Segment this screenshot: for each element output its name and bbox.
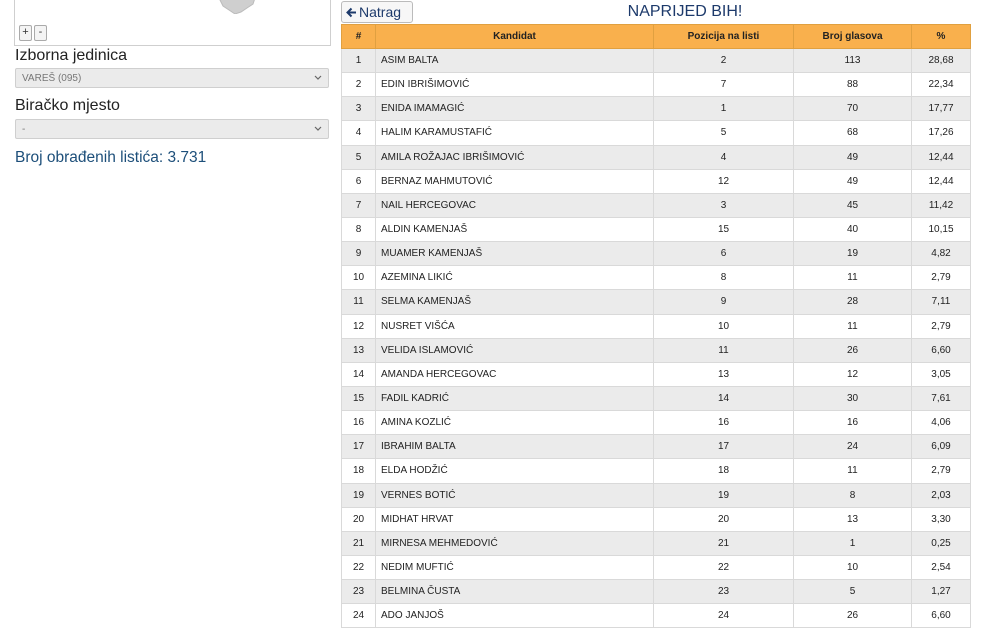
table-row [342,193,971,217]
cell-candidate-name: BELMINA ČUSTA [376,580,654,604]
back-button-label: Natrag [359,4,402,20]
table-row [342,604,971,628]
cell-candidate-name: VERNES BOTIĆ [376,483,654,507]
cell-candidate-name: ADO JANJOŠ [376,604,654,628]
cell-percent: 2,79 [912,314,971,338]
table-row [342,314,971,338]
cell-list-position: 9 [654,290,794,314]
cell-index: 13 [342,338,376,362]
cell-candidate-name: ENIDA IMAMAGIĆ [376,97,654,121]
cell-list-position: 15 [654,217,794,241]
cell-index: 24 [342,604,376,628]
cell-candidate-name: VELIDA ISLAMOVIĆ [376,338,654,362]
cell-votes: 24 [794,435,912,459]
cell-percent: 17,77 [912,97,971,121]
cell-list-position: 19 [654,483,794,507]
table-row [342,531,971,555]
table-row [342,73,971,97]
cell-percent: 12,44 [912,169,971,193]
station-label: Biračko mjesto [15,97,120,114]
header-candidate[interactable]: Kandidat [376,25,654,49]
cell-votes: 30 [794,386,912,410]
cell-list-position: 11 [654,338,794,362]
cell-index: 12 [342,314,376,338]
cell-percent: 3,30 [912,507,971,531]
cell-index: 22 [342,555,376,579]
cell-votes: 11 [794,314,912,338]
cell-list-position: 10 [654,314,794,338]
cell-list-position: 3 [654,193,794,217]
cell-percent: 3,05 [912,362,971,386]
cell-candidate-name: AMILA ROŽAJAC IBRIŠIMOVIĆ [376,145,654,169]
table-row [342,49,971,73]
region-map-shape[interactable] [215,0,259,14]
cell-votes: 88 [794,73,912,97]
cell-percent: 28,68 [912,49,971,73]
chevron-down-icon [313,72,323,84]
cell-percent: 22,34 [912,73,971,97]
cell-percent: 2,79 [912,266,971,290]
cell-votes: 40 [794,217,912,241]
cell-index: 4 [342,121,376,145]
cell-index: 14 [342,362,376,386]
cell-index: 16 [342,411,376,435]
cell-index: 15 [342,386,376,410]
cell-index: 5 [342,145,376,169]
table-row [342,266,971,290]
cell-percent: 4,06 [912,411,971,435]
unit-label: Izborna jedinica [15,47,128,64]
zoom-out-button[interactable]: - [34,25,47,41]
cell-candidate-name: IBRAHIM BALTA [376,435,654,459]
cell-list-position: 6 [654,242,794,266]
party-title: NAPRIJED BIH! [627,3,743,20]
table-row [342,97,971,121]
cell-votes: 1 [794,531,912,555]
cell-votes: 10 [794,555,912,579]
cell-index: 19 [342,483,376,507]
cell-candidate-name: MIDHAT HRVAT [376,507,654,531]
cell-list-position: 16 [654,411,794,435]
cell-index: 3 [342,97,376,121]
cell-list-position: 23 [654,580,794,604]
cell-candidate-name: AMANDA HERCEGOVAC [376,362,654,386]
cell-percent: 17,26 [912,121,971,145]
cell-candidate-name: NAIL HERCEGOVAC [376,193,654,217]
table-row [342,338,971,362]
cell-index: 10 [342,266,376,290]
table-row [342,435,971,459]
cell-votes: 70 [794,97,912,121]
cell-list-position: 14 [654,386,794,410]
cell-candidate-name: HALIM KARAMUSTAFIĆ [376,121,654,145]
table-row [342,386,971,410]
cell-list-position: 21 [654,531,794,555]
cell-percent: 7,11 [912,290,971,314]
cell-percent: 11,42 [912,193,971,217]
table-row [342,242,971,266]
cell-votes: 49 [794,145,912,169]
table-row [342,483,971,507]
cell-list-position: 7 [654,73,794,97]
cell-list-position: 12 [654,169,794,193]
cell-votes: 12 [794,362,912,386]
cell-index: 21 [342,531,376,555]
cell-votes: 28 [794,290,912,314]
chevron-down-icon [313,123,323,135]
cell-candidate-name: EDIN IBRIŠIMOVIĆ [376,73,654,97]
header-percent[interactable]: % [912,25,971,49]
cell-votes: 5 [794,580,912,604]
table-row [342,169,971,193]
cell-candidate-name: MIRNESA MEHMEDOVIĆ [376,531,654,555]
cell-percent: 2,03 [912,483,971,507]
cell-index: 2 [342,73,376,97]
cell-list-position: 18 [654,459,794,483]
cell-index: 23 [342,580,376,604]
cell-percent: 4,82 [912,242,971,266]
cell-candidate-name: NUSRET VIŠĆA [376,314,654,338]
cell-votes: 11 [794,459,912,483]
cell-percent: 10,15 [912,217,971,241]
cell-votes: 26 [794,604,912,628]
station-select[interactable] [15,119,329,139]
cell-list-position: 20 [654,507,794,531]
table-row [342,217,971,241]
map-panel[interactable] [14,0,331,46]
cell-percent: 0,25 [912,531,971,555]
station-select-value: - [22,124,26,135]
cell-index: 1 [342,49,376,73]
candidates-table [341,24,971,628]
cell-index: 9 [342,242,376,266]
zoom-in-button[interactable]: + [19,25,32,41]
cell-candidate-name: ALDIN KAMENJAŠ [376,217,654,241]
cell-list-position: 13 [654,362,794,386]
cell-percent: 6,60 [912,338,971,362]
table-row [342,555,971,579]
cell-candidate-name: BERNAZ MAHMUTOVIĆ [376,169,654,193]
cell-percent: 6,09 [912,435,971,459]
cell-percent: 6,60 [912,604,971,628]
table-row [342,121,971,145]
cell-percent: 1,27 [912,580,971,604]
table-row [342,459,971,483]
cell-candidate-name: MUAMER KAMENJAŠ [376,242,654,266]
cell-candidate-name: AZEMINA LIKIĆ [376,266,654,290]
cell-votes: 8 [794,483,912,507]
cell-percent: 2,79 [912,459,971,483]
cell-candidate-name: NEDIM MUFTIĆ [376,555,654,579]
unit-select[interactable] [15,68,329,88]
cell-votes: 45 [794,193,912,217]
cell-candidate-name: FADIL KADRIĆ [376,386,654,410]
cell-percent: 12,44 [912,145,971,169]
table-row [342,507,971,531]
cell-list-position: 4 [654,145,794,169]
table-row [342,290,971,314]
cell-index: 6 [342,169,376,193]
cell-index: 7 [342,193,376,217]
cell-index: 17 [342,435,376,459]
cell-votes: 49 [794,169,912,193]
cell-list-position: 8 [654,266,794,290]
back-button[interactable] [341,1,413,23]
cell-votes: 113 [794,49,912,73]
header-votes[interactable]: Broj glasova [794,25,912,49]
cell-candidate-name: SELMA KAMENJAŠ [376,290,654,314]
cell-list-position: 24 [654,604,794,628]
table-row [342,145,971,169]
cell-candidate-name: AMINA KOZLIĆ [376,411,654,435]
cell-percent: 2,54 [912,555,971,579]
cell-votes: 26 [794,338,912,362]
table-row [342,580,971,604]
cell-candidate-name: ASIM BALTA [376,49,654,73]
cell-index: 8 [342,217,376,241]
cell-index: 20 [342,507,376,531]
table-row [342,411,971,435]
cell-list-position: 22 [654,555,794,579]
arrow-left-icon [346,7,357,18]
header-index[interactable]: # [342,25,376,49]
cell-index: 18 [342,459,376,483]
cell-list-position: 17 [654,435,794,459]
table-header-row [342,25,971,49]
cell-votes: 68 [794,121,912,145]
unit-select-value: VAREŠ (095) [22,73,82,84]
cell-percent: 7,61 [912,386,971,410]
cell-list-position: 1 [654,97,794,121]
cell-candidate-name: ELDA HODŽIĆ [376,459,654,483]
cell-index: 11 [342,290,376,314]
header-list-position[interactable]: Pozicija na listi [654,25,794,49]
cell-list-position: 2 [654,49,794,73]
cell-list-position: 5 [654,121,794,145]
cell-votes: 16 [794,411,912,435]
cell-votes: 11 [794,266,912,290]
processed-ballots-count: Broj obrađenih listića: 3.731 [15,149,207,166]
cell-votes: 19 [794,242,912,266]
table-row [342,362,971,386]
cell-votes: 13 [794,507,912,531]
